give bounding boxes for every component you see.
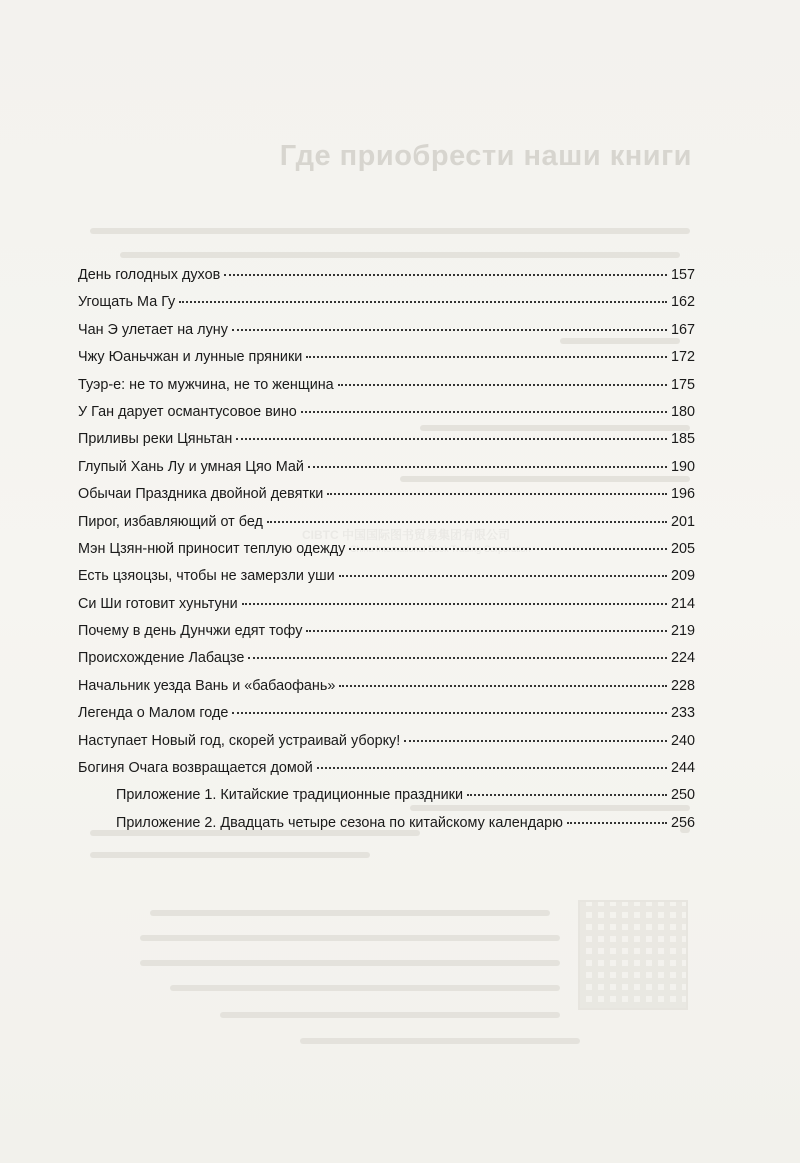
- toc-entry-title: Начальник уезда Вань и «бабаофань»: [78, 677, 336, 694]
- toc-entry-page: 233: [670, 705, 695, 722]
- toc-entry-page: 185: [670, 431, 695, 448]
- toc-entry-title: Приложение 2. Двадцать четыре сезона по китайскому календарю: [116, 814, 563, 831]
- bleed-through-text-line: [220, 1012, 560, 1018]
- toc-dot-leader: [236, 438, 667, 440]
- toc-entry-title: Богиня Очага возвращается домой: [78, 760, 313, 777]
- toc-dot-leader: [339, 685, 667, 687]
- toc-entry: [78, 618, 695, 645]
- toc-entry: [78, 289, 695, 316]
- toc-entry-title: Чан Э улетает на луну: [78, 321, 228, 338]
- bleed-through-text-line: [90, 852, 370, 858]
- toc-entry: [78, 426, 695, 453]
- toc-entry-title: У Ган дарует османтусовое вино: [78, 403, 297, 420]
- toc-dot-leader: [308, 466, 667, 468]
- toc-entry-page: 180: [670, 403, 695, 420]
- bleed-through-text-line: [150, 910, 550, 916]
- toc-entry: [78, 509, 695, 536]
- toc-entry-title: Пирог, избавляющий от бед: [78, 513, 263, 530]
- toc-dot-leader: [349, 548, 667, 550]
- toc-entry: [78, 372, 695, 399]
- toc-entry: [78, 645, 695, 672]
- toc-entry-title: Почему в день Дунчжи едят тофу: [78, 623, 303, 640]
- toc-dot-leader: [567, 822, 667, 824]
- toc-entry-title: Происхождение Лабацзе: [78, 650, 245, 667]
- toc-entry-title: Приложение 1. Китайские традиционные праздники: [116, 787, 464, 804]
- toc-entry: [78, 399, 695, 426]
- toc-entry: [78, 755, 695, 782]
- toc-entry: [78, 317, 695, 344]
- toc-dot-leader: [327, 493, 667, 495]
- toc-dot-leader: [317, 767, 667, 769]
- toc-dot-leader: [232, 329, 667, 331]
- toc-entry-title: Чжу Юаньчжан и лунные пряники: [78, 349, 303, 366]
- toc-entry-title: Туэр-е: не то мужчина, не то женщина: [78, 376, 334, 393]
- toc-entry-page: 175: [670, 376, 695, 393]
- toc-entry-title: Обычаи Праздника двойной девятки: [78, 486, 324, 503]
- toc-appendix-entry: [78, 782, 695, 809]
- toc-entry: [78, 344, 695, 371]
- toc-entry-page: 256: [670, 814, 695, 831]
- bleed-through-heading: Где приобрести наши книги: [279, 140, 692, 172]
- watermark-line-2: China International Book Trading Corporation: [350, 544, 531, 554]
- bleed-through-qr-code: [578, 900, 688, 1010]
- toc-appendix-entry: [78, 810, 695, 837]
- toc-entry: [78, 673, 695, 700]
- toc-entry-page: 196: [670, 486, 695, 503]
- toc-entry-page: 172: [670, 349, 695, 366]
- toc-entry-page: 244: [670, 760, 695, 777]
- toc-entry: [78, 481, 695, 508]
- table-of-contents: [78, 262, 695, 837]
- toc-dot-leader: [224, 274, 667, 276]
- toc-dot-leader: [232, 712, 667, 714]
- toc-entry-page: 157: [670, 267, 695, 283]
- toc-entry-title: День голодных духов: [78, 267, 221, 283]
- toc-entry-page: 214: [670, 595, 695, 612]
- toc-dot-leader: [339, 575, 667, 577]
- toc-entry-title: Глупый Хань Лу и умная Цяо Май: [78, 458, 304, 475]
- toc-dot-leader: [267, 521, 667, 523]
- toc-dot-leader: [248, 657, 667, 659]
- toc-entry-page: 228: [670, 677, 695, 694]
- toc-entry-title: Угощать Ма Гу: [78, 294, 176, 311]
- toc-entry-title: Легенда о Малом годе: [78, 705, 229, 722]
- toc-dot-leader: [467, 794, 667, 796]
- toc-entry-page: 224: [670, 650, 695, 667]
- toc-entry-page: 240: [670, 732, 695, 749]
- toc-entry: [78, 454, 695, 481]
- toc-entry-title: Есть цзяоцзы, чтобы не замерзли уши: [78, 568, 335, 585]
- toc-entry-title: Приливы реки Цяньтан: [78, 431, 233, 448]
- bleed-through-text-line: [300, 1038, 580, 1044]
- bleed-through-text-line: [120, 252, 680, 258]
- bleed-through-text-line: [170, 985, 560, 991]
- toc-dot-leader: [338, 384, 667, 386]
- toc-entry-title: Мэн Цзян-нюй приносит теплую одежду: [78, 540, 346, 557]
- toc-entry-page: 201: [670, 513, 695, 530]
- toc-entry-page: 250: [670, 787, 695, 804]
- toc-entry-page: 162: [670, 294, 695, 311]
- toc-entry: [78, 262, 695, 289]
- toc-dot-leader: [306, 356, 667, 358]
- bleed-through-text-line: [140, 960, 560, 966]
- bleed-through-text-line: [90, 228, 690, 234]
- toc-entry: [78, 700, 695, 727]
- toc-dot-leader: [404, 740, 667, 742]
- toc-entry-page: 167: [670, 321, 695, 338]
- toc-dot-leader: [306, 630, 667, 632]
- toc-entry: [78, 591, 695, 618]
- toc-dot-leader: [179, 301, 667, 303]
- toc-dot-leader: [301, 411, 667, 413]
- toc-entry-page: 190: [670, 458, 695, 475]
- toc-entry-title: Наступает Новый год, скорей устраивай уборку!: [78, 732, 401, 749]
- toc-entry: [78, 563, 695, 590]
- bleed-through-text-line: [140, 935, 560, 941]
- toc-entry: [78, 728, 695, 755]
- toc-entry-page: 209: [670, 568, 695, 585]
- toc-entry-page: 205: [670, 540, 695, 557]
- watermark-line-1: CIBTC 中国国际图书贸易集团有限公司: [302, 528, 510, 542]
- toc-entry: [78, 536, 695, 563]
- toc-entry-page: 219: [670, 623, 695, 640]
- toc-entry-title: Си Ши готовит хуньтуни: [78, 595, 238, 612]
- toc-dot-leader: [242, 603, 667, 605]
